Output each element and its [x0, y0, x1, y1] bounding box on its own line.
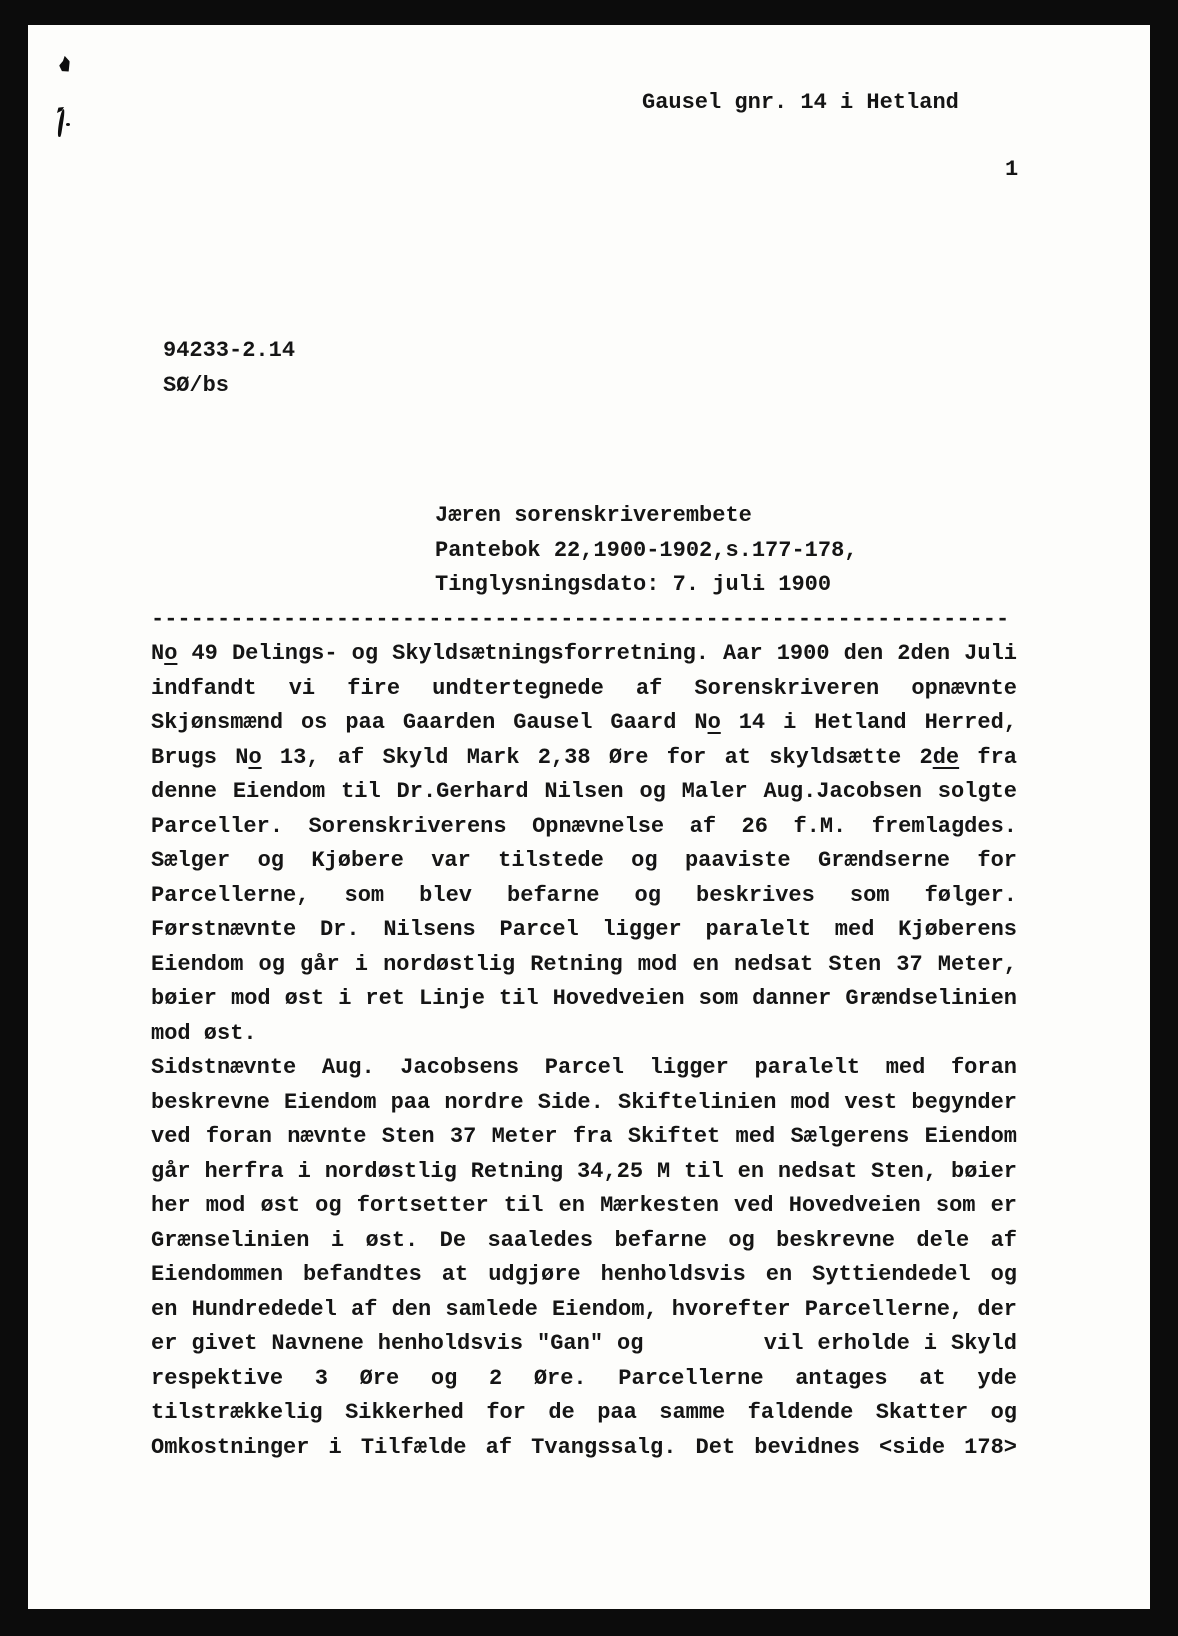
- text-line: [151, 1189, 1017, 1224]
- text-line: [151, 948, 1017, 983]
- reference-initials: SØ/bs: [163, 372, 230, 398]
- text-run: er givet Navnene henholdsvis "Gan" og: [151, 1331, 658, 1356]
- ink-stroke-mark: [55, 107, 71, 141]
- underlined-text: o: [248, 744, 262, 770]
- text-run: indfandt vi fire undtertegnede af Sorenskriveren opnævnte: [151, 675, 1017, 701]
- text-line: [151, 637, 1017, 672]
- text-run: ved foran nævnte Sten 37 Meter fra Skiftet med Sælgerens Eiendom: [151, 1124, 1017, 1149]
- underlined-text: o: [164, 641, 178, 666]
- text-line: [151, 1051, 1017, 1086]
- source-office: Jæren sorenskriverembete: [435, 503, 752, 528]
- text-line: [151, 810, 1017, 845]
- text-line: [151, 1086, 1017, 1121]
- text-run: vil erholde i Skyld: [749, 1331, 1017, 1356]
- text-line: [151, 1362, 1017, 1397]
- body-text: [151, 637, 1017, 1465]
- text-run: Parceller. Sorenskriverens Opnævnelse af 26 f.M. fremlagdes.: [151, 813, 1017, 839]
- text-run: 13, af Skyld Mark 2,38 Øre for at skyldsætte 2: [261, 744, 933, 770]
- text-line: [151, 706, 1017, 741]
- main-text-block: [151, 499, 1017, 1465]
- text-line: [151, 879, 1017, 914]
- text-run: beskrevne Eiendom paa nordre Side. Skiftelinien mod vest begynder: [151, 1089, 1017, 1115]
- text-line: [151, 1120, 1017, 1155]
- ink-stroke-dot: [66, 123, 70, 126]
- text-line: [151, 1155, 1017, 1190]
- reference-block: [163, 334, 295, 403]
- text-line: [151, 1293, 1017, 1328]
- text-line: [151, 1431, 1017, 1466]
- text-run: går herfra i nordøstlig Retning 34,25 M til en nedsat Sten, bøier: [151, 1158, 1017, 1184]
- text-line: [151, 1224, 1017, 1259]
- text-line: [151, 1327, 1017, 1362]
- text-run: Sælger og Kjøbere var tilstede og paaviste Grændserne for: [151, 848, 1017, 873]
- text-run: Eiendom og går i nordøstlig Retning mod en nedsat Sten 37 Meter,: [151, 951, 1017, 977]
- header-title: Gausel gnr. 14 i Hetland: [642, 90, 959, 115]
- source-book: Pantebok 22,1900-1902,s.177-178,: [435, 537, 858, 563]
- text-line: [151, 1258, 1017, 1293]
- text-line: [151, 672, 1017, 707]
- page-number: 1: [1005, 157, 1019, 182]
- text-run: Førstnævnte Dr. Nilsens Parcel ligger paralelt med Kjøberens: [151, 917, 1017, 942]
- text-run: Parcellerne, som blev befarne og beskrives som følger.: [151, 882, 1017, 908]
- text-line: [151, 982, 1017, 1017]
- text-run: fra: [959, 744, 1017, 770]
- text-run: her mod øst og fortsetter til en Mærkesten ved Hovedveien som er: [151, 1193, 1017, 1218]
- text-run: 49 Delings- og Skyldsætningsforretning. Aar 1900 den 2den Juli: [177, 641, 1017, 666]
- text-line: [151, 1396, 1017, 1431]
- text-run: denne Eiendom til Dr.Gerhard Nilsen og Maler Aug.Jacobsen solgte: [151, 779, 1017, 804]
- ink-blot-mark: [58, 55, 71, 72]
- text-run: Skjønsmænd os paa Gaarden Gausel Gaard N: [151, 710, 708, 735]
- text-line: [151, 775, 1017, 810]
- text-run: N: [151, 641, 165, 666]
- text-run: Omkostninger i Tilfælde af Tvangssalg. Det bevidnes <side 178>: [151, 1434, 1017, 1460]
- underlined-text: de: [932, 744, 960, 770]
- text-run: mod øst.: [151, 1020, 257, 1046]
- text-run: Sidstnævnte Aug. Jacobsens Parcel ligger paralelt med foran: [151, 1055, 1017, 1080]
- text-run: tilstrækkelig Sikkerhed for de paa samme faldende Skatter og: [151, 1400, 1017, 1425]
- dashed-divider: -----------------------------------------------------------------: [151, 606, 1010, 632]
- text-line: [151, 844, 1017, 879]
- text-line: [151, 741, 1017, 776]
- ink-stroke-bar: [57, 109, 65, 137]
- underlined-text: o: [707, 710, 721, 735]
- text-line: [151, 1017, 1017, 1052]
- text-run: 14 i Hetland Herred,: [720, 710, 1017, 735]
- text-run: Brugs N: [151, 744, 249, 770]
- document-page: [28, 25, 1150, 1609]
- text-run: Eiendommen befandtes at udgjøre henholdsvis en Syttiendedel og: [151, 1262, 1017, 1287]
- text-run: bøier mod øst i ret Linje til Hovedveien som danner Grændselinien: [151, 986, 1017, 1011]
- reference-number: 94233-2.14: [163, 338, 296, 363]
- text-run: en Hundrededel af den samlede Eiendom, hvorefter Parcellerne, der: [151, 1296, 1017, 1322]
- text-run: respektive 3 Øre og 2 Øre. Parcellerne antages at yde: [151, 1365, 1017, 1391]
- source-date: Tinglysningsdato: 7. juli 1900: [435, 572, 832, 597]
- text-run: Grænselinien i øst. De saaledes befarne og beskrevne dele af: [151, 1227, 1017, 1253]
- text-line: [151, 913, 1017, 948]
